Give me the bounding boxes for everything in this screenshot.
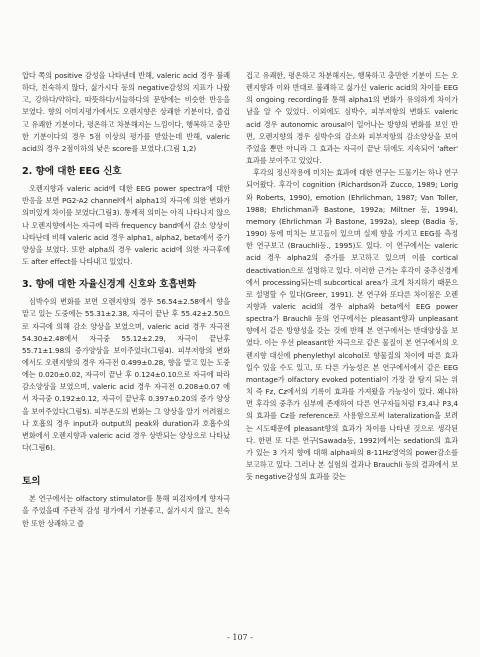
left-column: [22, 70, 230, 530]
paragraph: 심박수의 변화를 보면 오렌지향의 경우 56.54±2.58에서 향을 맡고 있는 도중에는 55.31±2.38, 자극이 끝난 후 55.42±2.50으로 자극에 의해 감소 양상을 보였으며, valeric acid 경우 자극전 54.30±2.48에서 자극중 55.12±2.29, 자극이 끝난후 55.71±1.98의 증가양상을 보이주었다(그림4). 피부저항의 변화에서도 오렌지향의 경우 자극전 0.499±0.28, 향을 맡고 있는 도중에는 0.020±0.02, 자극이 끝난 후 0.124±0.10으로 자극에 따라 감소양상을 보였으며, valeric acid 경우 자극전 0.208±0.07 에서 자극중 0.192±0.12, 자극이 끝난후 0.397±0.20의 증가 양상을 보여주었다(그림5). 피부온도의 변화는 그 양상을 알기 어려웠으나 호흡의 경우 input과 output의 peak와 duration과 호흡수의 변화에서 오렌지향과 valeric acid 경우 상반되는 양상으로 나타났다(그림6).: [22, 297, 230, 453]
page-number: - 107 -: [227, 633, 253, 642]
paragraph: 본 연구에서는 olfactory stimulator를 통해 피검자에게 향자극을 주었을때 주관적 감성 평가에서 기분좋고, 싫가시지 않고, 친숙한 또한 상쾌하고 즐: [22, 494, 230, 528]
paragraph: 오렌지향과 valeric acid에 대한 EEG power spectra에 대한 반응을 보면 PG2-A2 channel에서 alpha1의 자극에 의한 변화가 의미있게 차이를 보였다(그림3). 통계적 의미는 아직 나타나지 않으나 오렌지향에서는 자극에 따라 frequency band에서 감소 양상이 나타난데 비해 valeric acid 경우 alpha1, alpha2, beta에서 증가 양상을 보였다. 또한 alpha의 경우 valeric acid에 의한 자극후에도 after effect를 나타내고 있었다.: [22, 184, 230, 267]
paragraph: 후각의 정신작용에 미치는 효과에 대한 연구는 드물기는 하나 연구되어왔다. 후각이 cognition (Richardson과 Zucco, 1989; Lorig와 Roberts, 1990), emotion (Ehrlichman, 1987; Van Toller, 1988; Ehrlichman과 Bastone, 1992a; Miltner 등, 1994), memory (Ehrlichman 과 Bastone, 1992a), sleep (Badia 등, 1990) 등에 미치는 보고들이 있으며 실제 향을 가지고 EEG를 측정한 연구보고 (Brauchli등., 1995)도 있다. 이 연구에서는 valeric acid 경우 alpha2의 증가를 보고하고 있으며 이를 cortical deactivation으로 설명하고 있다. 이러한 근거는 후각이 중추신경계에서 processing되는데 subcortical area가 크게 차지하기 때문으로 설명할 수 있다(Greer, 1991). 본 연구와 또다른 차이점은 오렌지향과 valeric acid의 경우 alpha와 beta에서 EEG power spectra가 Brauchli 등의 연구에서는 pleasant향과 unpleasant향에서 같은 방향성을 갖는 것에 반해 본 연구에서는 반대양상을 보였다. 이는 우선 pleasant한 자극으로 같은 물질이 본 연구에서의 오렌지향 대신에 phenylethyl alcohol로 향물질의 차이에 따른 효과일수 있을 수도 있고, 또 다른 가능성은 본 연구에서에서 같은 EEG montage가 olfactory evoked potential이 가장 잘 탐지 되는 위치 즉 Fz, Cz에서의 기록이 효과를 가져왔을 가능성이 있다. 왜냐하면 후각의 중추가 심부에 존재하여 다른 연구자들처럼 F3,4나 P3,4의 효과를 Cz를 reference로 사용함으로써 lateralization을 보려는 시도때문에 pleasant향의 효과가 차이를 나타낸 것으로 생각된다. 한편 또 다른 연구(Sawada등, 1992)에서는 sedation의 효과가 있는 3 가지 향에 대해 alpha파의 8-11Hz영역의 power감소를 보고하고 있다. 그러나 본 실험의 결과나 Brauchli 등의 결과에서 보듯 negative감성의 효과를 갖는: [246, 168, 458, 482]
section-heading-autonomic: 3. 향에 대한 자율신경계 신호와 호흡변화: [22, 279, 197, 291]
right-column: [246, 70, 458, 483]
paragraph: 압다 쪽의 positive 감성을 나타낸데 반해, valeric acid 경우 불쾌하다, 친숙하지 않다, 싫가시다 등의 negative감성의 지표가 나왔고, 강하다/약하다, 따뜻하다/서늘하다의 문항에는 비슷한 반응을 보였다. 향의 이미지평가에서도 오렌지향은 상쾌한 기분이다, 즐겁고 유쾌한 기분이다, 평온하고 차분해지는 느낌이다, 행복하고 충만한 기분이다의 경우 5점 이상의 평가를 받았는데 반해, valeric acid의 경우 2점이하의 낮은 score를 보였다.(그림 1,2): [22, 71, 230, 153]
paragraph: 겁고 유쾌한, 평온하고 차분해지는, 행복하고 충만한 기분이 드는 오렌지향과 이와 반대로 불쾌하고 싫가신 valeric acid의 차이를 EEG의 ongoing recording를 통해 alpha1의 변화가 유의하게 차이가 남을 알 수 있었다. 이외에도 심박수, 피부저항의 변화도 valeric acid 경우 autonomic arousal이 일어나는 방향의 변화를 보인 반면, 오렌지향의 경우 심박수의 감소와 피부저항의 감소양상을 보여 주었을 뿐만 아니라 그 효과는 자극이 끝난 뒤에도 지속되어 'after' 효과를 보여주고 있었다.: [246, 71, 458, 166]
section-heading-discussion: 토의: [22, 476, 41, 488]
section-heading-eeg: 2. 향에 대한 EEG 신호: [22, 166, 122, 178]
